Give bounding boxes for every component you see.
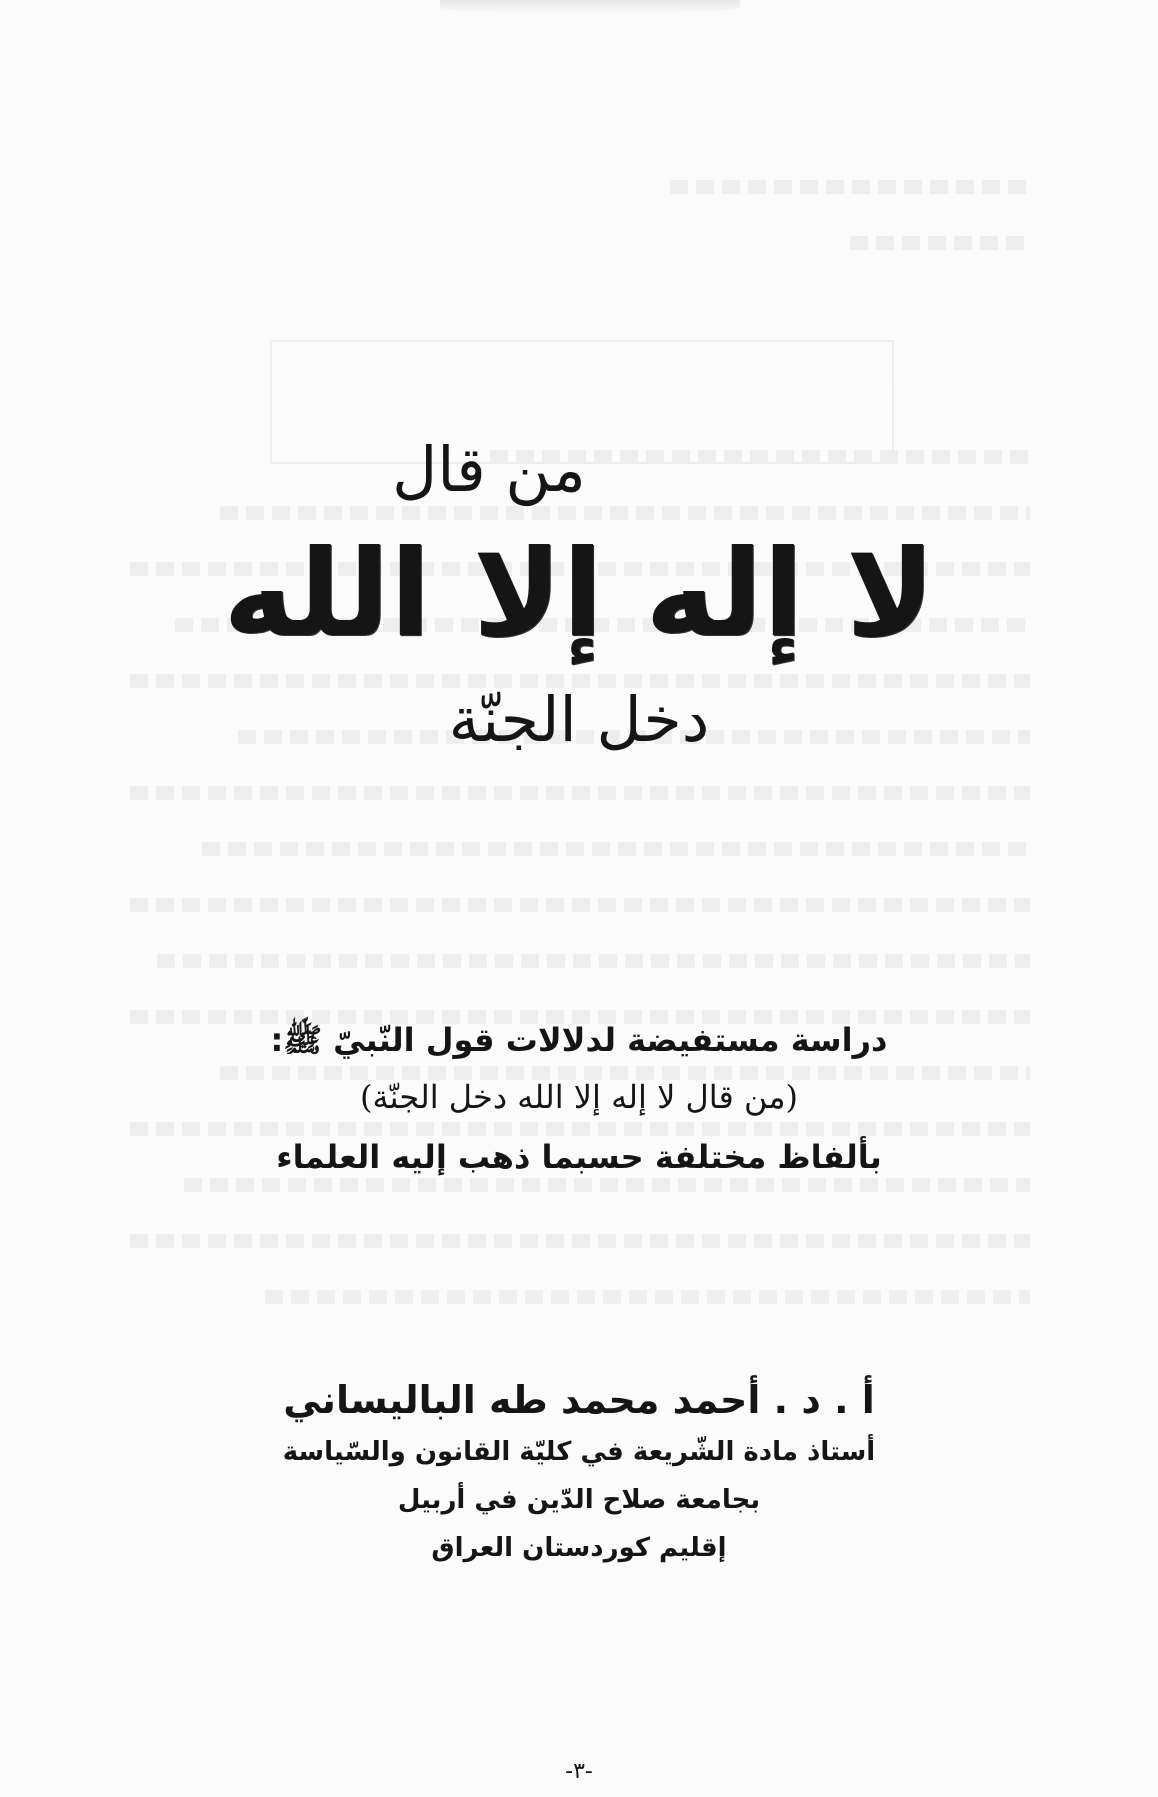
author-affiliation-2: بجامعة صلاح الدّين في أربيل — [397, 1485, 761, 1515]
description-line-2: (من قال لا إله إلا الله دخل الجنّة) — [360, 1078, 798, 1116]
title-line-1: من قال — [392, 433, 586, 506]
description-line-3: بألفاظ مختلفة حسبما ذهب إليه العلماء — [276, 1138, 882, 1176]
author-info — [0, 1372, 1158, 1572]
top-smudge — [440, 0, 740, 14]
author-affiliation-1: أستاذ مادة الشّريعة في كليّة القانون والسّياسة — [282, 1437, 876, 1467]
author-name: أ . د . أحمد محمد طه الباليساني — [283, 1378, 875, 1422]
reverse-side-bleed-through — [130, 180, 1030, 1480]
description-line-1: دراسة مستفيضة لدلالات قول النّبيّ ﷺ: — [270, 1021, 888, 1059]
subtitle-description — [0, 1015, 1158, 1185]
author-affiliation-3: إقليم كوردستان العراق — [431, 1533, 727, 1563]
main-title — [0, 430, 1158, 760]
page-number: -٣- — [565, 1759, 593, 1784]
title-line-2: لا إله إلا الله — [222, 525, 936, 664]
title-line-3: دخل الجنّة — [448, 683, 710, 756]
